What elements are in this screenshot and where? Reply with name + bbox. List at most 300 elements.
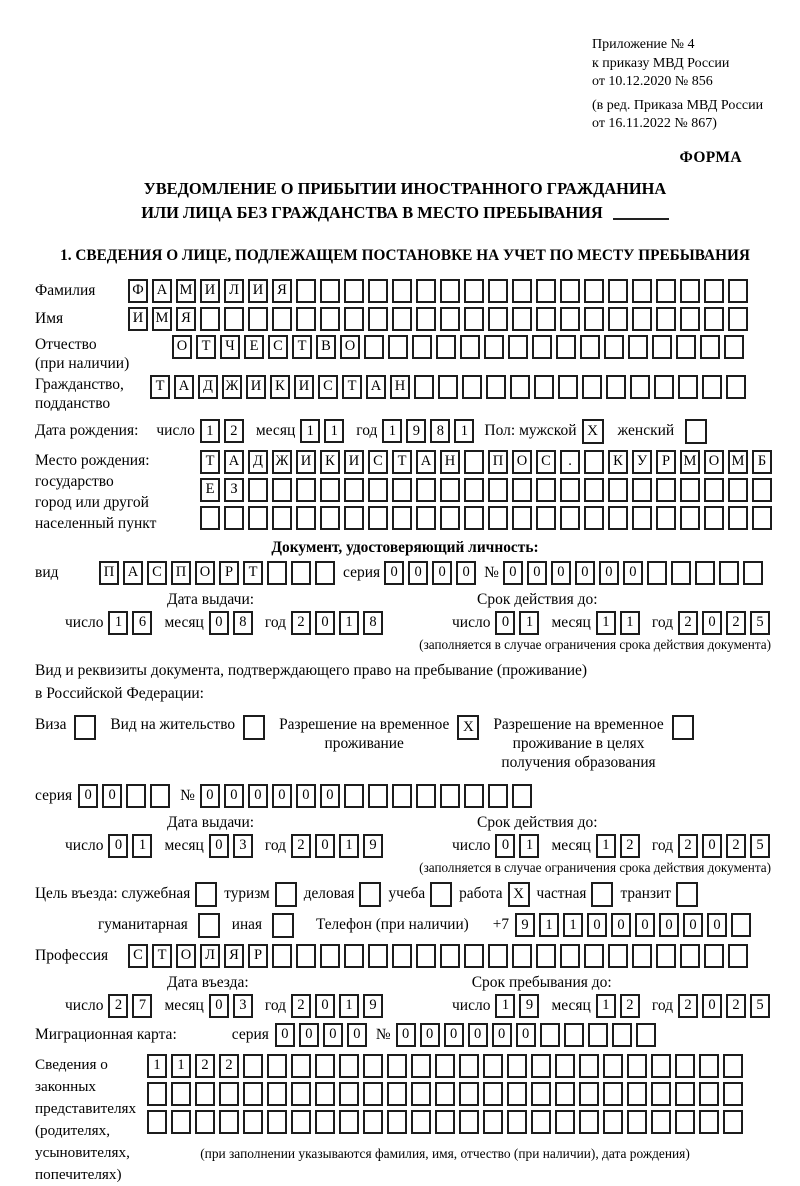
char-box[interactable]: С	[268, 335, 288, 359]
char-box[interactable]: 8	[430, 419, 450, 443]
char-box[interactable]: 0	[659, 913, 679, 937]
char-box[interactable]: Т	[200, 450, 220, 474]
char-box[interactable]	[512, 307, 532, 331]
char-box[interactable]: Ф	[128, 279, 148, 303]
char-box[interactable]: И	[294, 375, 314, 399]
char-box[interactable]	[540, 1023, 560, 1047]
char-box[interactable]	[392, 784, 412, 808]
char-box[interactable]: Р	[248, 944, 268, 968]
char-box[interactable]: 0	[492, 1023, 512, 1047]
char-box[interactable]: Т	[150, 375, 170, 399]
char-box[interactable]	[363, 1110, 383, 1134]
char-box[interactable]	[680, 506, 700, 530]
char-box[interactable]	[536, 279, 556, 303]
char-box[interactable]	[671, 561, 691, 585]
char-box[interactable]: 0	[587, 913, 607, 937]
char-box[interactable]	[411, 1110, 431, 1134]
char-box[interactable]	[339, 1082, 359, 1106]
char-box[interactable]	[728, 506, 748, 530]
char-box[interactable]	[723, 1110, 743, 1134]
char-box[interactable]: 0	[420, 1023, 440, 1047]
char-box[interactable]: 8	[363, 611, 383, 635]
char-box[interactable]	[579, 1110, 599, 1134]
char-box[interactable]: 5	[750, 834, 770, 858]
char-box[interactable]	[704, 279, 724, 303]
char-box[interactable]: 1	[339, 994, 359, 1018]
char-box[interactable]	[488, 784, 508, 808]
purpose-study-checkbox[interactable]	[430, 882, 452, 907]
residence-permit-checkbox[interactable]	[243, 715, 265, 740]
char-box[interactable]: 0	[384, 561, 404, 585]
char-box[interactable]: 0	[495, 834, 515, 858]
char-box[interactable]	[368, 279, 388, 303]
char-box[interactable]	[488, 279, 508, 303]
char-box[interactable]	[536, 478, 556, 502]
char-box[interactable]	[588, 1023, 608, 1047]
char-box[interactable]	[435, 1110, 455, 1134]
char-box[interactable]: 0	[248, 784, 268, 808]
char-box[interactable]: А	[123, 561, 143, 585]
char-box[interactable]	[392, 279, 412, 303]
char-box[interactable]: 0	[315, 611, 335, 635]
char-box[interactable]: 1	[620, 611, 640, 635]
char-box[interactable]: 0	[683, 913, 703, 937]
char-box[interactable]	[512, 478, 532, 502]
char-box[interactable]	[392, 506, 412, 530]
char-box[interactable]	[440, 784, 460, 808]
char-box[interactable]	[531, 1110, 551, 1134]
char-box[interactable]: 0	[323, 1023, 343, 1047]
char-box[interactable]: 0	[599, 561, 619, 585]
char-box[interactable]: Л	[224, 279, 244, 303]
char-box[interactable]	[651, 1082, 671, 1106]
char-box[interactable]: 1	[519, 611, 539, 635]
char-box[interactable]	[656, 506, 676, 530]
char-box[interactable]: А	[366, 375, 386, 399]
char-box[interactable]	[728, 279, 748, 303]
char-box[interactable]: 8	[233, 611, 253, 635]
char-box[interactable]	[628, 335, 648, 359]
char-box[interactable]	[296, 307, 316, 331]
purpose-official-checkbox[interactable]	[195, 882, 217, 907]
char-box[interactable]: И	[200, 279, 220, 303]
char-box[interactable]	[320, 944, 340, 968]
char-box[interactable]	[464, 478, 484, 502]
char-box[interactable]	[608, 279, 628, 303]
char-box[interactable]	[224, 307, 244, 331]
char-box[interactable]: П	[99, 561, 119, 585]
char-box[interactable]	[603, 1110, 623, 1134]
char-box[interactable]	[459, 1054, 479, 1078]
char-box[interactable]	[344, 784, 364, 808]
char-box[interactable]	[368, 944, 388, 968]
char-box[interactable]: 0	[347, 1023, 367, 1047]
char-box[interactable]	[560, 478, 580, 502]
char-box[interactable]	[464, 506, 484, 530]
char-box[interactable]	[654, 375, 674, 399]
char-box[interactable]	[296, 506, 316, 530]
char-box[interactable]	[344, 506, 364, 530]
char-box[interactable]	[627, 1110, 647, 1134]
char-box[interactable]	[291, 1082, 311, 1106]
char-box[interactable]: 2	[291, 994, 311, 1018]
char-box[interactable]: К	[608, 450, 628, 474]
char-box[interactable]	[580, 335, 600, 359]
char-box[interactable]	[440, 944, 460, 968]
char-box[interactable]	[416, 506, 436, 530]
char-box[interactable]	[387, 1110, 407, 1134]
char-box[interactable]	[584, 279, 604, 303]
char-box[interactable]	[675, 1082, 695, 1106]
char-box[interactable]	[584, 450, 604, 474]
char-box[interactable]: 1	[339, 834, 359, 858]
char-box[interactable]	[440, 478, 460, 502]
char-box[interactable]	[630, 375, 650, 399]
char-box[interactable]	[224, 506, 244, 530]
char-box[interactable]: 1	[495, 994, 515, 1018]
char-box[interactable]	[267, 1082, 287, 1106]
char-box[interactable]	[582, 375, 602, 399]
char-box[interactable]: З	[224, 478, 244, 502]
char-box[interactable]	[560, 506, 580, 530]
char-box[interactable]: 2	[291, 834, 311, 858]
char-box[interactable]	[483, 1110, 503, 1134]
char-box[interactable]	[416, 279, 436, 303]
char-box[interactable]	[464, 279, 484, 303]
char-box[interactable]: Л	[200, 944, 220, 968]
char-box[interactable]: Я	[272, 279, 292, 303]
char-box[interactable]	[731, 913, 751, 937]
char-box[interactable]: 1	[300, 419, 320, 443]
char-box[interactable]: К	[270, 375, 290, 399]
char-box[interactable]	[560, 944, 580, 968]
char-box[interactable]: 5	[750, 611, 770, 635]
char-box[interactable]	[555, 1110, 575, 1134]
char-box[interactable]	[579, 1082, 599, 1106]
char-box[interactable]: Т	[152, 944, 172, 968]
char-box[interactable]	[320, 279, 340, 303]
char-box[interactable]	[363, 1054, 383, 1078]
char-box[interactable]	[531, 1054, 551, 1078]
char-box[interactable]	[579, 1054, 599, 1078]
char-box[interactable]	[368, 506, 388, 530]
char-box[interactable]: 1	[147, 1054, 167, 1078]
char-box[interactable]	[392, 478, 412, 502]
char-box[interactable]: 2	[620, 994, 640, 1018]
char-box[interactable]	[368, 478, 388, 502]
char-box[interactable]	[488, 307, 508, 331]
char-box[interactable]	[440, 506, 460, 530]
char-box[interactable]	[536, 944, 556, 968]
char-box[interactable]	[752, 478, 772, 502]
char-box[interactable]: И	[246, 375, 266, 399]
char-box[interactable]	[315, 1054, 335, 1078]
char-box[interactable]	[603, 1082, 623, 1106]
char-box[interactable]: П	[171, 561, 191, 585]
char-box[interactable]: 1	[596, 834, 616, 858]
char-box[interactable]	[728, 307, 748, 331]
char-box[interactable]: Т	[292, 335, 312, 359]
char-box[interactable]	[612, 1023, 632, 1047]
char-box[interactable]	[603, 1054, 623, 1078]
char-box[interactable]	[219, 1082, 239, 1106]
char-box[interactable]	[632, 307, 652, 331]
char-box[interactable]: 0	[702, 834, 722, 858]
char-box[interactable]	[416, 784, 436, 808]
char-box[interactable]: 1	[539, 913, 559, 937]
char-box[interactable]	[291, 561, 311, 585]
char-box[interactable]: Т	[196, 335, 216, 359]
char-box[interactable]	[532, 335, 552, 359]
char-box[interactable]: 3	[233, 834, 253, 858]
char-box[interactable]	[272, 307, 292, 331]
char-box[interactable]	[752, 506, 772, 530]
char-box[interactable]	[368, 307, 388, 331]
char-box[interactable]	[363, 1082, 383, 1106]
char-box[interactable]: А	[152, 279, 172, 303]
char-box[interactable]	[508, 335, 528, 359]
char-box[interactable]	[608, 506, 628, 530]
char-box[interactable]: А	[174, 375, 194, 399]
char-box[interactable]: 0	[707, 913, 727, 937]
char-box[interactable]	[560, 307, 580, 331]
char-box[interactable]: М	[728, 450, 748, 474]
char-box[interactable]	[699, 1054, 719, 1078]
char-box[interactable]	[531, 1082, 551, 1106]
char-box[interactable]: С	[147, 561, 167, 585]
char-box[interactable]: 0	[78, 784, 98, 808]
char-box[interactable]: 0	[444, 1023, 464, 1047]
char-box[interactable]: 1	[454, 419, 474, 443]
char-box[interactable]	[608, 307, 628, 331]
char-box[interactable]	[315, 1110, 335, 1134]
char-box[interactable]: 0	[275, 1023, 295, 1047]
char-box[interactable]	[632, 506, 652, 530]
char-box[interactable]	[315, 1082, 335, 1106]
char-box[interactable]: О	[340, 335, 360, 359]
char-box[interactable]: 2	[195, 1054, 215, 1078]
char-box[interactable]	[243, 1082, 263, 1106]
char-box[interactable]	[483, 1082, 503, 1106]
char-box[interactable]: М	[152, 307, 172, 331]
char-box[interactable]	[272, 944, 292, 968]
char-box[interactable]	[440, 279, 460, 303]
char-box[interactable]: М	[176, 279, 196, 303]
char-box[interactable]: Б	[752, 450, 772, 474]
char-box[interactable]	[656, 478, 676, 502]
char-box[interactable]	[296, 478, 316, 502]
char-box[interactable]: А	[416, 450, 436, 474]
char-box[interactable]	[632, 279, 652, 303]
char-box[interactable]: И	[344, 450, 364, 474]
char-box[interactable]	[608, 478, 628, 502]
char-box[interactable]: 9	[406, 419, 426, 443]
char-box[interactable]: 0	[432, 561, 452, 585]
char-box[interactable]: Д	[198, 375, 218, 399]
char-box[interactable]	[388, 335, 408, 359]
char-box[interactable]	[584, 944, 604, 968]
char-box[interactable]	[364, 335, 384, 359]
char-box[interactable]: 0	[702, 611, 722, 635]
char-box[interactable]: 1	[200, 419, 220, 443]
char-box[interactable]: 2	[291, 611, 311, 635]
char-box[interactable]	[147, 1082, 167, 1106]
char-box[interactable]	[723, 1082, 743, 1106]
char-box[interactable]: 0	[224, 784, 244, 808]
char-box[interactable]	[248, 478, 268, 502]
char-box[interactable]: 0	[209, 611, 229, 635]
char-box[interactable]	[507, 1054, 527, 1078]
char-box[interactable]	[555, 1082, 575, 1106]
char-box[interactable]	[647, 561, 667, 585]
char-box[interactable]	[724, 335, 744, 359]
char-box[interactable]: 0	[623, 561, 643, 585]
char-box[interactable]	[488, 944, 508, 968]
visa-checkbox[interactable]	[74, 715, 96, 740]
char-box[interactable]	[704, 478, 724, 502]
char-box[interactable]	[414, 375, 434, 399]
char-box[interactable]	[171, 1110, 191, 1134]
char-box[interactable]: 0	[503, 561, 523, 585]
char-box[interactable]	[243, 1110, 263, 1134]
char-box[interactable]	[632, 478, 652, 502]
char-box[interactable]	[435, 1054, 455, 1078]
char-box[interactable]	[507, 1082, 527, 1106]
char-box[interactable]	[743, 561, 763, 585]
char-box[interactable]: 1	[132, 834, 152, 858]
char-box[interactable]: 7	[132, 994, 152, 1018]
char-box[interactable]: 0	[611, 913, 631, 937]
char-box[interactable]	[344, 478, 364, 502]
char-box[interactable]	[652, 335, 672, 359]
char-box[interactable]	[560, 279, 580, 303]
char-box[interactable]	[510, 375, 530, 399]
char-box[interactable]	[606, 375, 626, 399]
char-box[interactable]: 5	[750, 994, 770, 1018]
char-box[interactable]: 0	[209, 834, 229, 858]
char-box[interactable]	[536, 506, 556, 530]
char-box[interactable]	[728, 478, 748, 502]
char-box[interactable]: О	[704, 450, 724, 474]
char-box[interactable]: .	[560, 450, 580, 474]
char-box[interactable]	[150, 784, 170, 808]
char-box[interactable]	[339, 1110, 359, 1134]
char-box[interactable]: О	[195, 561, 215, 585]
char-box[interactable]: 9	[363, 994, 383, 1018]
char-box[interactable]	[728, 944, 748, 968]
char-box[interactable]	[584, 506, 604, 530]
char-box[interactable]	[315, 561, 335, 585]
char-box[interactable]: 0	[200, 784, 220, 808]
char-box[interactable]: Я	[176, 307, 196, 331]
char-box[interactable]	[556, 335, 576, 359]
char-box[interactable]	[248, 506, 268, 530]
char-box[interactable]	[699, 1082, 719, 1106]
char-box[interactable]: 0	[635, 913, 655, 937]
char-box[interactable]	[512, 784, 532, 808]
char-box[interactable]: Е	[244, 335, 264, 359]
char-box[interactable]: 1	[171, 1054, 191, 1078]
char-box[interactable]: 0	[315, 994, 335, 1018]
gender-male-checkbox[interactable]: X	[582, 419, 604, 444]
char-box[interactable]: Р	[656, 450, 676, 474]
char-box[interactable]: 1	[563, 913, 583, 937]
char-box[interactable]: Д	[248, 450, 268, 474]
char-box[interactable]	[483, 1054, 503, 1078]
char-box[interactable]	[584, 478, 604, 502]
char-box[interactable]	[680, 478, 700, 502]
char-box[interactable]	[700, 335, 720, 359]
char-box[interactable]: Н	[440, 450, 460, 474]
char-box[interactable]: 1	[596, 994, 616, 1018]
char-box[interactable]	[488, 478, 508, 502]
char-box[interactable]	[651, 1110, 671, 1134]
char-box[interactable]: 0	[551, 561, 571, 585]
char-box[interactable]	[675, 1054, 695, 1078]
char-box[interactable]: 1	[382, 419, 402, 443]
char-box[interactable]: М	[680, 450, 700, 474]
char-box[interactable]	[512, 506, 532, 530]
char-box[interactable]	[412, 335, 432, 359]
char-box[interactable]: 2	[678, 611, 698, 635]
char-box[interactable]	[320, 478, 340, 502]
char-box[interactable]: У	[632, 450, 652, 474]
char-box[interactable]	[584, 307, 604, 331]
purpose-work-checkbox[interactable]: X	[508, 882, 530, 907]
char-box[interactable]	[195, 1110, 215, 1134]
char-box[interactable]: 2	[726, 611, 746, 635]
char-box[interactable]: Е	[200, 478, 220, 502]
char-box[interactable]	[680, 307, 700, 331]
char-box[interactable]	[534, 375, 554, 399]
char-box[interactable]	[459, 1082, 479, 1106]
char-box[interactable]: 9	[363, 834, 383, 858]
char-box[interactable]	[440, 307, 460, 331]
char-box[interactable]	[627, 1054, 647, 1078]
char-box[interactable]: 2	[726, 834, 746, 858]
char-box[interactable]: И	[296, 450, 316, 474]
char-box[interactable]	[126, 784, 146, 808]
char-box[interactable]: 0	[209, 994, 229, 1018]
char-box[interactable]: С	[128, 944, 148, 968]
char-box[interactable]	[171, 1082, 191, 1106]
char-box[interactable]: Ж	[222, 375, 242, 399]
char-box[interactable]: 2	[678, 834, 698, 858]
char-box[interactable]	[558, 375, 578, 399]
char-box[interactable]	[699, 1110, 719, 1134]
char-box[interactable]	[387, 1082, 407, 1106]
char-box[interactable]: Я	[224, 944, 244, 968]
char-box[interactable]	[512, 944, 532, 968]
char-box[interactable]	[243, 1054, 263, 1078]
char-box[interactable]	[411, 1054, 431, 1078]
char-box[interactable]: 0	[468, 1023, 488, 1047]
char-box[interactable]	[723, 1054, 743, 1078]
char-box[interactable]	[459, 1110, 479, 1134]
char-box[interactable]	[416, 944, 436, 968]
char-box[interactable]	[368, 784, 388, 808]
char-box[interactable]	[392, 944, 412, 968]
char-box[interactable]	[512, 279, 532, 303]
char-box[interactable]: С	[318, 375, 338, 399]
char-box[interactable]: А	[224, 450, 244, 474]
gender-female-checkbox[interactable]	[685, 419, 707, 444]
char-box[interactable]: И	[248, 279, 268, 303]
char-box[interactable]	[656, 279, 676, 303]
char-box[interactable]: Т	[342, 375, 362, 399]
char-box[interactable]: 0	[108, 834, 128, 858]
char-box[interactable]	[719, 561, 739, 585]
